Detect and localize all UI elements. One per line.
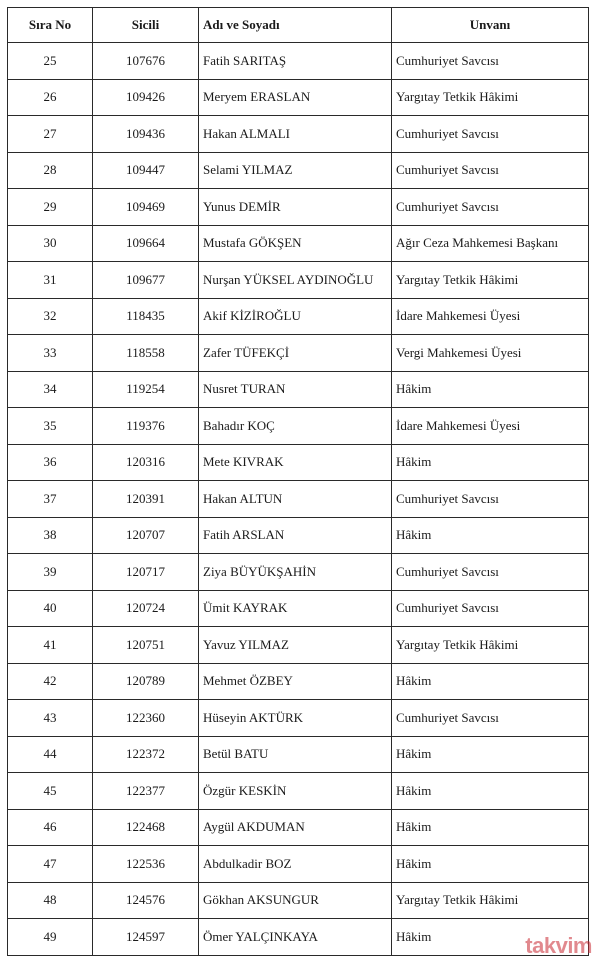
- cell-name: Ziya BÜYÜKŞAHİN: [199, 554, 392, 591]
- table-header-row: [8, 8, 589, 43]
- cell-no: 40: [8, 590, 93, 627]
- cell-title: Yargıtay Tetkik Hâkimi: [392, 262, 589, 299]
- cell-name: Zafer TÜFEKÇİ: [199, 335, 392, 372]
- cell-name: Fatih ARSLAN: [199, 517, 392, 554]
- cell-sicil: 124576: [93, 882, 199, 919]
- table-row: [8, 627, 589, 664]
- cell-name: Hakan ALMALI: [199, 116, 392, 153]
- cell-title: Cumhuriyet Savcısı: [392, 554, 589, 591]
- cell-sicil: 122468: [93, 809, 199, 846]
- cell-sicil: 120717: [93, 554, 199, 591]
- table-row: [8, 554, 589, 591]
- cell-name: Özgür KESKİN: [199, 773, 392, 810]
- cell-title: Hâkim: [392, 663, 589, 700]
- cell-no: 47: [8, 846, 93, 883]
- cell-sicil: 122377: [93, 773, 199, 810]
- cell-name: Ümit KAYRAK: [199, 590, 392, 627]
- cell-sicil: 119376: [93, 408, 199, 445]
- cell-title: Cumhuriyet Savcısı: [392, 590, 589, 627]
- cell-title: Yargıtay Tetkik Hâkimi: [392, 79, 589, 116]
- cell-title: Hâkim: [392, 846, 589, 883]
- cell-sicil: 107676: [93, 43, 199, 80]
- cell-title: İdare Mahkemesi Üyesi: [392, 408, 589, 445]
- cell-no: 44: [8, 736, 93, 773]
- cell-name: Akif KİZİROĞLU: [199, 298, 392, 335]
- cell-sicil: 124597: [93, 919, 199, 956]
- header-name: Adı ve Soyadı: [199, 8, 392, 43]
- cell-title: Cumhuriyet Savcısı: [392, 152, 589, 189]
- header-sicil: Sicili: [93, 8, 199, 43]
- cell-sicil: 120391: [93, 481, 199, 518]
- cell-name: Mete KIVRAK: [199, 444, 392, 481]
- cell-sicil: 109469: [93, 189, 199, 226]
- cell-no: 39: [8, 554, 93, 591]
- cell-no: 32: [8, 298, 93, 335]
- table-row: [8, 444, 589, 481]
- cell-name: Nusret TURAN: [199, 371, 392, 408]
- cell-title: Cumhuriyet Savcısı: [392, 189, 589, 226]
- cell-name: Hüseyin AKTÜRK: [199, 700, 392, 737]
- table-row: [8, 700, 589, 737]
- table-row: [8, 152, 589, 189]
- table-row: [8, 736, 589, 773]
- cell-sicil: 109447: [93, 152, 199, 189]
- cell-sicil: 109677: [93, 262, 199, 299]
- cell-no: 26: [8, 79, 93, 116]
- cell-name: Ömer YALÇINKAYA: [199, 919, 392, 956]
- cell-sicil: 122360: [93, 700, 199, 737]
- table-row: [8, 481, 589, 518]
- cell-title: Hâkim: [392, 773, 589, 810]
- cell-name: Yavuz YILMAZ: [199, 627, 392, 664]
- cell-name: Aygül AKDUMAN: [199, 809, 392, 846]
- cell-name: Betül BATU: [199, 736, 392, 773]
- cell-title: Hâkim: [392, 444, 589, 481]
- table-row: [8, 335, 589, 372]
- cell-name: Yunus DEMİR: [199, 189, 392, 226]
- watermark-logo: takvim: [525, 933, 592, 958]
- cell-no: 43: [8, 700, 93, 737]
- cell-no: 34: [8, 371, 93, 408]
- table-row: [8, 919, 589, 956]
- table-row: [8, 809, 589, 846]
- table-row: [8, 846, 589, 883]
- cell-sicil: 122536: [93, 846, 199, 883]
- cell-no: 31: [8, 262, 93, 299]
- cell-no: 28: [8, 152, 93, 189]
- cell-sicil: 120789: [93, 663, 199, 700]
- cell-no: 27: [8, 116, 93, 153]
- cell-sicil: 120316: [93, 444, 199, 481]
- cell-no: 33: [8, 335, 93, 372]
- table-row: [8, 43, 589, 80]
- table-row: [8, 882, 589, 919]
- cell-no: 48: [8, 882, 93, 919]
- cell-no: 29: [8, 189, 93, 226]
- cell-title: Hâkim: [392, 371, 589, 408]
- cell-name: Mustafa GÖKŞEN: [199, 225, 392, 262]
- cell-sicil: 118435: [93, 298, 199, 335]
- cell-sicil: 109426: [93, 79, 199, 116]
- table-row: [8, 116, 589, 153]
- cell-title: Hâkim: [392, 919, 589, 956]
- cell-no: 35: [8, 408, 93, 445]
- table-row: [8, 189, 589, 226]
- table-row: [8, 408, 589, 445]
- table-row: [8, 773, 589, 810]
- cell-title: Cumhuriyet Savcısı: [392, 116, 589, 153]
- cell-sicil: 119254: [93, 371, 199, 408]
- cell-sicil: 118558: [93, 335, 199, 372]
- table-row: [8, 663, 589, 700]
- cell-name: Bahadır KOÇ: [199, 408, 392, 445]
- table-row: [8, 262, 589, 299]
- cell-name: Hakan ALTUN: [199, 481, 392, 518]
- cell-no: 30: [8, 225, 93, 262]
- cell-no: 38: [8, 517, 93, 554]
- cell-no: 46: [8, 809, 93, 846]
- cell-name: Fatih SARITAŞ: [199, 43, 392, 80]
- cell-no: 37: [8, 481, 93, 518]
- table-row: [8, 298, 589, 335]
- cell-name: Mehmet ÖZBEY: [199, 663, 392, 700]
- header-no: Sıra No: [8, 8, 93, 43]
- cell-title: Yargıtay Tetkik Hâkimi: [392, 882, 589, 919]
- cell-title: Cumhuriyet Savcısı: [392, 43, 589, 80]
- cell-name: Nurşan YÜKSEL AYDINOĞLU: [199, 262, 392, 299]
- header-title: Unvanı: [392, 8, 589, 43]
- table-row: [8, 590, 589, 627]
- cell-title: Hâkim: [392, 736, 589, 773]
- cell-no: 49: [8, 919, 93, 956]
- table-row: [8, 79, 589, 116]
- cell-name: Gökhan AKSUNGUR: [199, 882, 392, 919]
- cell-no: 25: [8, 43, 93, 80]
- table-row: [8, 371, 589, 408]
- cell-title: Cumhuriyet Savcısı: [392, 481, 589, 518]
- cell-no: 41: [8, 627, 93, 664]
- cell-no: 45: [8, 773, 93, 810]
- cell-name: Meryem ERASLAN: [199, 79, 392, 116]
- cell-name: Selami YILMAZ: [199, 152, 392, 189]
- personnel-table: [7, 7, 589, 956]
- table-row: [8, 517, 589, 554]
- cell-sicil: 122372: [93, 736, 199, 773]
- table-row: [8, 225, 589, 262]
- cell-title: Ağır Ceza Mahkemesi Başkanı: [392, 225, 589, 262]
- cell-sicil: 109436: [93, 116, 199, 153]
- cell-title: Vergi Mahkemesi Üyesi: [392, 335, 589, 372]
- cell-title: Cumhuriyet Savcısı: [392, 700, 589, 737]
- cell-sicil: 120707: [93, 517, 199, 554]
- cell-title: Hâkim: [392, 809, 589, 846]
- cell-name: Abdulkadir BOZ: [199, 846, 392, 883]
- cell-title: Hâkim: [392, 517, 589, 554]
- cell-title: İdare Mahkemesi Üyesi: [392, 298, 589, 335]
- cell-sicil: 109664: [93, 225, 199, 262]
- cell-no: 42: [8, 663, 93, 700]
- cell-title: Yargıtay Tetkik Hâkimi: [392, 627, 589, 664]
- cell-sicil: 120751: [93, 627, 199, 664]
- cell-no: 36: [8, 444, 93, 481]
- cell-sicil: 120724: [93, 590, 199, 627]
